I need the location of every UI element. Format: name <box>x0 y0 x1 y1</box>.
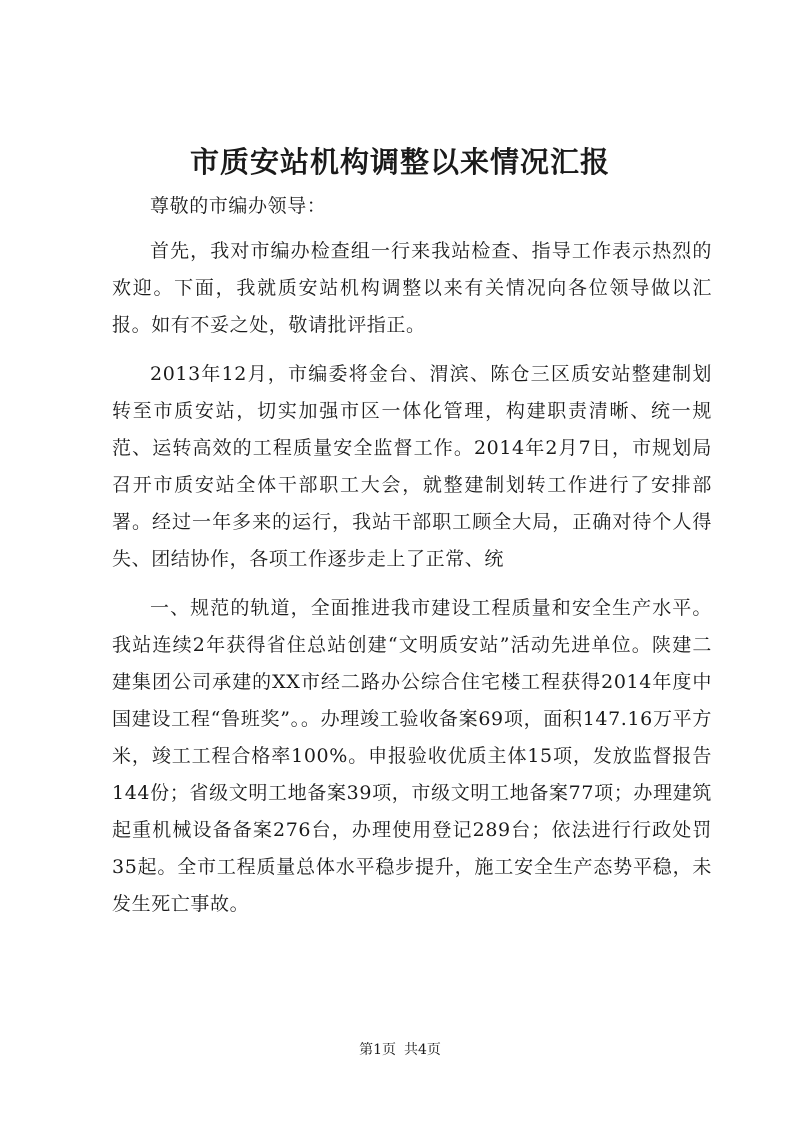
page-number: 第1页 <box>359 1042 396 1058</box>
document-body <box>112 188 712 935</box>
page-footer <box>0 1040 800 1060</box>
document-title: 市质安站机构调整以来情况汇报 <box>189 145 610 179</box>
section-one-paragraph: 一、规范的轨道，全面推进我市建设工程质量和安全生产水平。我站连续2年获得省住总站创建“文明质安站”活动先进单位。陕建二建集团公司承建的XX市经二路办公综合住宅楼工程获得2014年度中国建设工程“鲁班奖”。。办理竣工验收备案69项，面积147.16万平方米，竣工工程合格率100%。申报验收优质主体15项，发放监督报告144份；省级文明工地备案39项，市级文明工地备案77项；办理建筑起重机械设备备案276台，办理使用登记289台；依法进行行政处罚35起。全市工程质量总体水平稳步提升，施工安全生产态势平稳，未发生死亡事故。 <box>112 597 712 915</box>
page-total: 共4页 <box>404 1042 441 1058</box>
background-paragraph: 2013年12月，市编委将金台、渭滨、陈仓三区质安站整建制划转至市质安站，切实加强市区一体化管理，构建职责清晰、统一规范、运转高效的工程质量安全监督工作。2014年2月7日，市规划局召开市质安站全体干部职工大会，就整建制划转工作进行了安排部署。经过一年多来的运行，我站干部职工顾全大局，正确对待个人得失、团结协作，各项工作逐步走上了正常、统 <box>112 363 712 570</box>
salutation-paragraph: 尊敬的市编办领导： <box>150 195 327 217</box>
intro-paragraph: 首先，我对市编办检查组一行来我站检查、指导工作表示热烈的欢迎。下面，我就质安站机构调整以来有关情况向各位领导做以汇报。如有不妥之处，敬请批评指正。 <box>112 240 712 336</box>
